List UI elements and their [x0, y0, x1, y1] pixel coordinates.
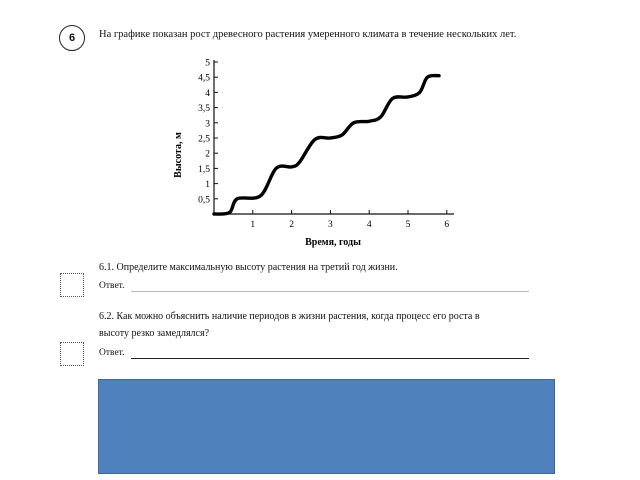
x-tick-label: 4	[366, 220, 372, 230]
y-tick-label: 2	[205, 149, 210, 160]
question-6-1-answer-line[interactable]	[131, 291, 529, 292]
y-tick-label: 1	[205, 180, 210, 191]
y-tick-label: 0,5	[198, 195, 210, 206]
x-tick-label: 1	[250, 220, 256, 230]
question-6-1-text: 6.1. Определите максимальную высоту растения на третий год жизни.	[99, 262, 398, 273]
question-6-2-answer-line[interactable]	[131, 358, 529, 359]
chart-series	[214, 75, 439, 214]
question-6-2-text-line2: высоту резко замедлялся?	[99, 328, 210, 339]
y-tick-label: 2,5	[198, 134, 210, 145]
question-6-2-text-line1: 6.2. Как можно объяснить наличие периодов в жизни растения, когда процесс его роста в	[99, 311, 480, 322]
chart-ticks	[198, 59, 449, 231]
question-6-1-answer-label: Ответ.	[99, 281, 125, 291]
growth-curve-line	[214, 75, 439, 214]
x-tick-label: 5	[405, 220, 411, 230]
x-tick-label: 3	[328, 220, 333, 230]
y-tick-label: 4,5	[198, 73, 210, 84]
y-tick-label: 5	[205, 58, 210, 69]
y-tick-label: 4	[205, 88, 210, 99]
task-prompt: На графике показан рост древесного растения умеренного климата в течение нескольких лет.	[99, 29, 517, 40]
y-tick-label: 3,5	[198, 104, 210, 115]
task-number-badge: 6	[59, 25, 85, 51]
y-tick-label: 1,5	[198, 164, 210, 175]
x-tick-label: 2	[289, 220, 294, 230]
x-axis-label: Время, годы	[305, 237, 361, 248]
answer-box-6-2[interactable]	[60, 342, 84, 366]
y-axis-label: Высота, м	[173, 132, 184, 178]
question-6-2-answer-label: Ответ.	[99, 348, 125, 358]
answer-box-6-1[interactable]	[60, 273, 84, 297]
x-tick-label: 6	[444, 220, 450, 230]
y-tick-label: 3	[205, 119, 210, 130]
blue-answer-panel	[98, 379, 555, 474]
